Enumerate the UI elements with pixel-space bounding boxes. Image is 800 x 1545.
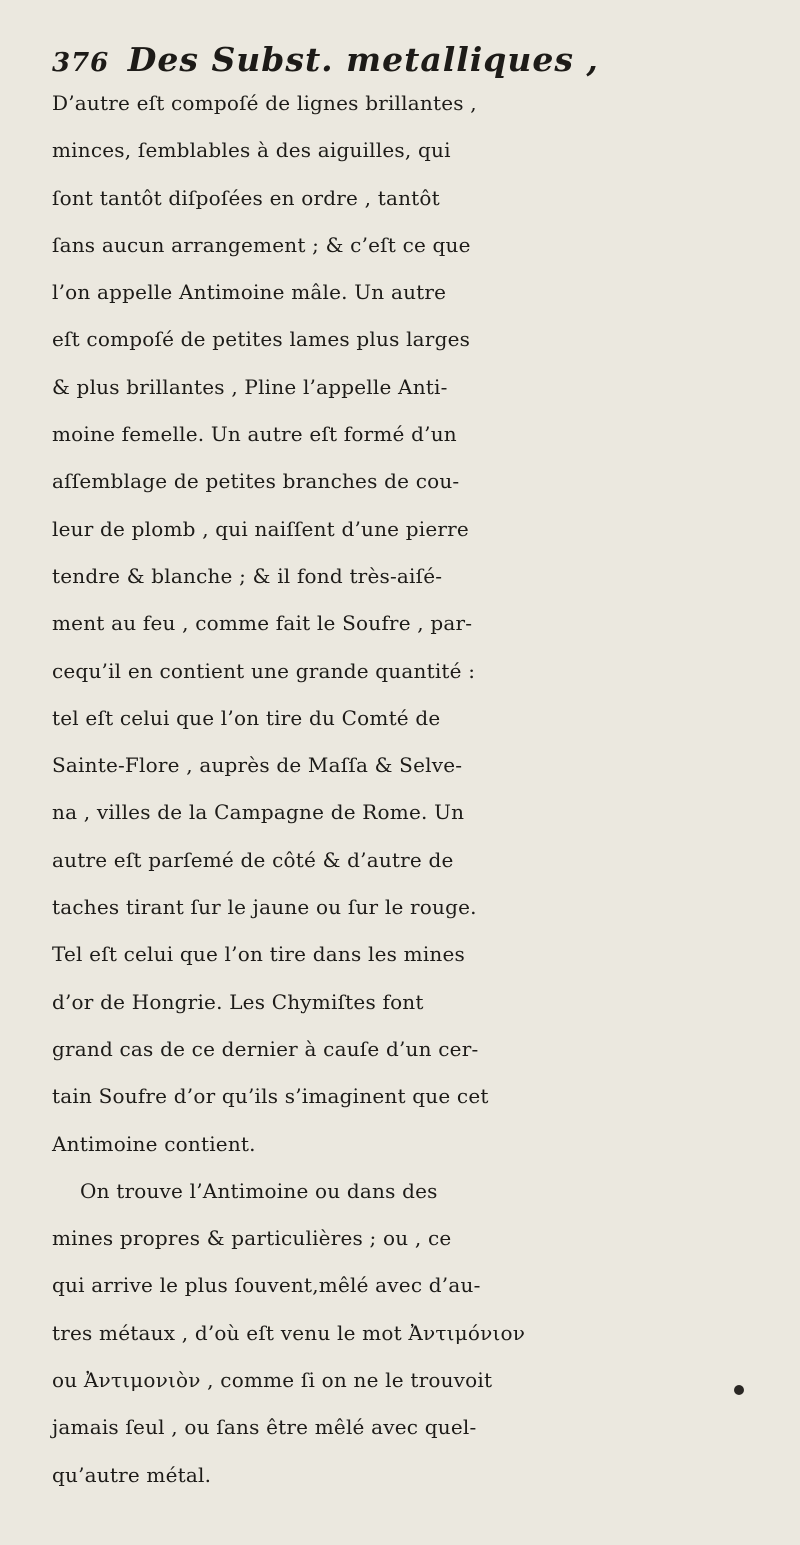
- text-line: tendre & blanche ; & il fond très-aiſé-: [52, 563, 443, 588]
- text-line: tel eſt celui que l’on tire du Comté de: [52, 705, 441, 730]
- running-header: [52, 40, 772, 84]
- text-line: & plus brillantes , Pline l’appelle Anti-: [52, 374, 448, 399]
- text-line: grand cas de ce dernier à cauſe d’un cer-: [52, 1036, 479, 1061]
- text-line: jamais ſeul , ou ſans être mêlé avec quel-: [52, 1415, 477, 1440]
- text-line: eſt compoſé de petites lames plus larges: [52, 327, 471, 352]
- text-line: taches tirant ſur le jaune ou ſur le rouge.: [52, 895, 477, 920]
- text-line: Tel eſt celui que l’on tire dans les mines: [52, 942, 465, 967]
- text-line: cequ’il en contient une grande quantité :: [52, 658, 476, 683]
- text-line: moine femelle. Un autre eſt formé d’un: [52, 422, 457, 447]
- text-line: qu’autre métal.: [52, 1462, 212, 1487]
- text-line: na , villes de la Campagne de Rome. Un: [52, 800, 465, 825]
- page-number: 376: [52, 48, 110, 78]
- text-line: autre eſt parſemé de côté & d’autre de: [52, 847, 454, 872]
- text-line: ſans aucun arrangement ; & c’eſt ce que: [52, 232, 471, 257]
- text-line: ment au feu , comme fait le Soufre , par-: [52, 611, 473, 636]
- body-text: [52, 80, 772, 1499]
- text-line: D’autre eſt compoſé de lignes brillantes ,: [52, 91, 477, 115]
- text-line: mines propres & particulières ; ou , ce: [52, 1226, 452, 1251]
- text-line: tres métaux , d’où eſt venu le mot Ἀντιμόνιον: [52, 1320, 526, 1345]
- text-line: ſont tantôt diſpoſées en ordre , tantôt: [52, 185, 440, 210]
- text-line: minces, ſemblables à des aiguilles, qui: [52, 138, 451, 163]
- text-line: Sainte-Flore , auprès de Maſſa & Selve-: [52, 753, 463, 778]
- text-line: l’on appelle Antimoine mâle. Un autre: [52, 280, 447, 305]
- text-line: Antimoine contient.: [52, 1131, 256, 1156]
- text-line: aſſemblage de petites branches de cou-: [52, 469, 460, 494]
- text-line: d’or de Hongrie. Les Chymiſtes font: [52, 989, 424, 1014]
- text-line: qui arrive le plus ſouvent,mêlé avec d’au-: [52, 1273, 481, 1298]
- text-line: tain Soufre d’or qu’ils s’imaginent que cet: [52, 1084, 489, 1109]
- running-title: Des Subst. metalliques ,: [127, 40, 599, 79]
- text-line: ou Ἀντιμονιὸν , comme ſi on ne le trouvoit: [52, 1368, 493, 1393]
- text-line: leur de plomb , qui naiſſent d’une pierre: [52, 516, 469, 541]
- paragraph-start-line: On trouve l’Antimoine ou dans des: [80, 1178, 438, 1203]
- ink-dot-ornament: [734, 1385, 744, 1395]
